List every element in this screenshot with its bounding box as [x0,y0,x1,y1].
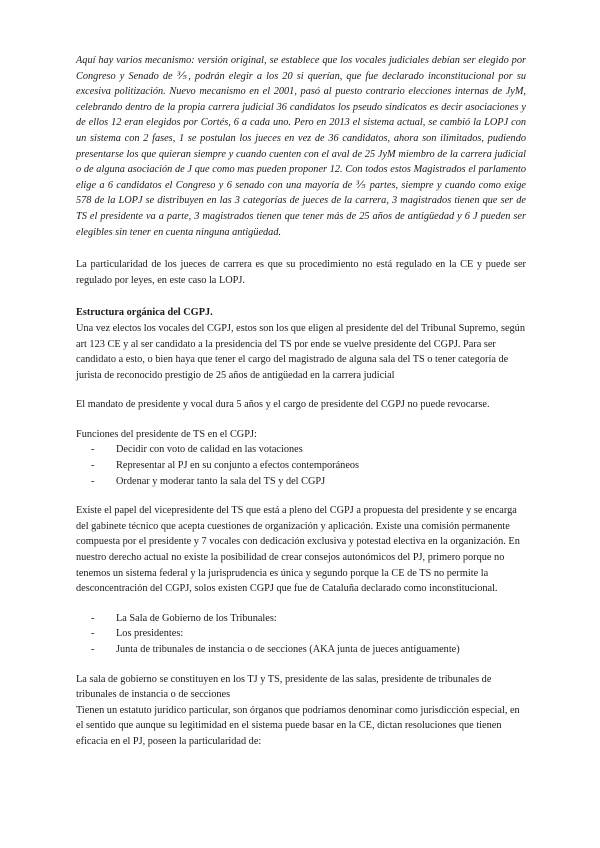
particularidad-paragraph: La particularidad de los jueces de carrera es que su procedimiento no está regulado en la CE y puede ser regulado por leyes, en este caso la LOPJ. [76,259,526,286]
mandato-paragraph: El mandato de presidente y vocal dura 5 años y el cargo de presidente del CGPJ no puede revocarse. [76,399,490,411]
list-item: - La Sala de Gobierno de los Tribunales: [76,611,526,627]
sala-gobierno-paragraph: La sala de gobierno se constituyen en los TJ y TS, presidente de las salas, presidente de tribunales de tribunales de instancia o de secciones [76,673,492,701]
list-item: - Junta de tribunales de instancia o de secciones (AKA junta de jueces antiguamente) [76,642,526,658]
dash-marker: - [91,444,95,456]
list-item: - Ordenar y moderar tanto la sala del TS y del CGPJ [76,474,526,490]
funciones-title: Funciones del presidente de TS en el CGPJ: [76,428,257,440]
intro-italic-paragraph: Aquí hay varios mecanismo: versión original, se establece que los vocales judiciales debían ser elegido por Congreso y Senado de ⅗, podrán elegir a los 20 si querían, que fue declarado inconstitucional por su excesiva politización. Nuevo mecanismo en el 2001, pasó al puesto contrario elecciones internas de JyM, celebrando dentro de la propia carrera judicial 36 candidatos los pseudo sindicatos es decir asociaciones y de ellos 12 eran elegidos por Cortés, 6 a cada uno. Pero en 2013 el sistema actual, se cambió la LOPJ con un sistema con 2 fases, 1 se postulan los jueces en vez de 36 candidatos, ahora son ilimitados, pudiendo presentarse los que quieran siempre y cuando cuenten con el aval de 25 JyM miembro de la carrera judicial o de alguna asociación de J que como mas pueden proponer 12. Con todos estos Magistrados el parlamento elige a 6 candidatos el Congreso y 6 senado con una mayoría de ⅗ partes, siempre y cuando como exige 578 de la LOPJ se distribuyen en las 3 categorías de jueces de la carrera, 3 magistrados tienen que ser de TS el presidente va a parte, 3 magistrados tienen que tener más de 25 años de antigüedad y 6 J pueden ser elegibles sin tener en cuenta ninguna antigüedad. [76,55,526,238]
vocales-paragraph: Una vez electos los vocales del CGPJ, estos son los que eligen al presidente del del Tribunal Supremo, según art 123 CE y al ser candidato a la presidencia del TS por ende se vuelve presidente del CGPJ. Para ser candidato a esto, o bien haya que tener el cargo del magistrado de alguna sala del TS o tener categoría de jurista de reconocido prestigio de 25 años de antigüedad en la carrera judicial [76,322,525,381]
organos-list [76,611,526,658]
dash-marker: - [91,475,95,487]
document-page [76,0,526,750]
list-item: - Representar al PJ en su conjunto a efectos contemporáneos [76,458,526,474]
estatuto-paragraph: Tienen un estatuto jurídico particular, son órganos que podríamos denominar como jurisdicción especial, en el sentido que aunque su legitimidad en el sistema puede basar en la CE, dictan resoluciones que tienen eficacia en el PJ, poseen la particularidad de: [76,704,520,747]
dash-marker: - [91,628,95,640]
dash-marker: - [91,612,95,624]
vicepresidente-paragraph: Existe el papel del vicepresidente del TS que está a pleno del CGPJ a propuesta del presidente y se encarga del gabinete técnico que acepta cuestiones de organización y aplicación. Existe una comisión permanente compuesta por el presidente y 7 vocales con dedicación exclusiva y potestad electiva en la organización. En nuestro derecho actual no existe la posibilidad de crear consejos autonómicos del PJ, primero porque no tenemos un sistema federal y la jurisprudencia es única y segundo porque la CE de TS no permite la desconcentración del CGPJ, solos existen CGPJ que fue de Cataluña declarado como inconstitucional. [76,505,520,595]
funciones-list [76,442,526,489]
list-item: - Los presidentes: [76,626,526,642]
section-heading-estructura: Estructura orgánica del CGPJ. [76,307,213,319]
list-item: - Decidir con voto de calidad en las votaciones [76,442,526,458]
dash-marker: - [91,460,95,472]
dash-marker: - [91,644,95,655]
